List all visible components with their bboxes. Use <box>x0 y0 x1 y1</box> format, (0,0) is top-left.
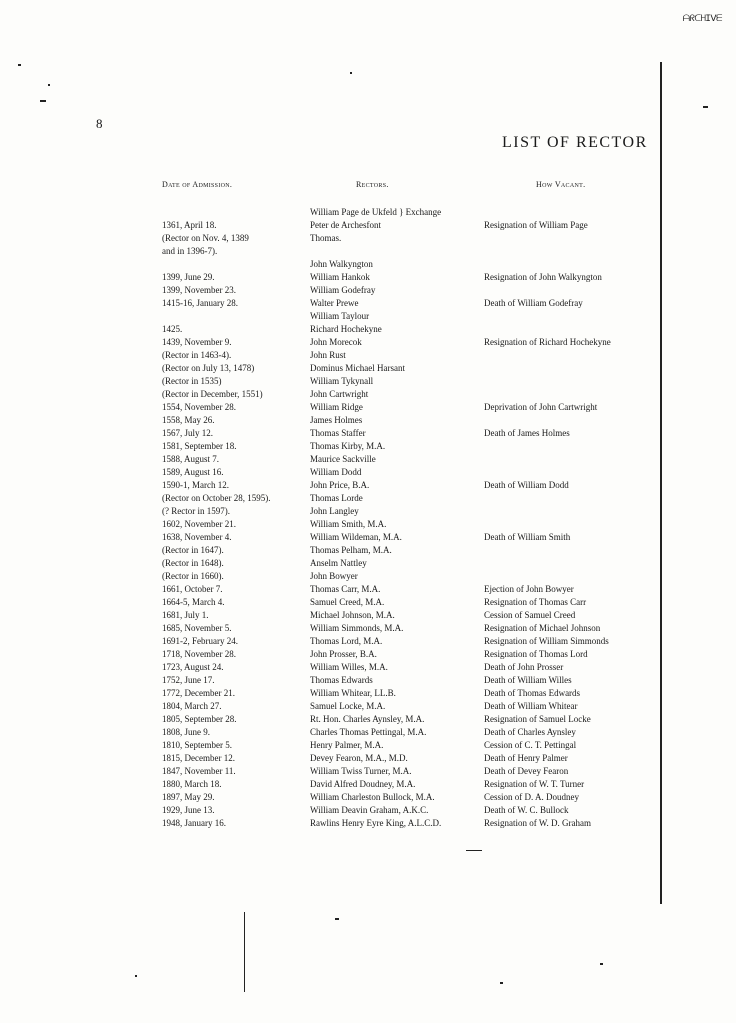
row-rector: William Deavin Graham, A.K.C. <box>310 805 429 815</box>
row-vacant: Resignation of Thomas Lord <box>484 649 588 659</box>
header-date: Date of Admission. <box>162 180 233 189</box>
row-date: 1804, March 27. <box>162 701 222 711</box>
row-vacant: Death of Charles Aynsley <box>484 727 576 737</box>
row-date: 1929, June 13. <box>162 805 215 815</box>
row-date: 1415-16, January 28. <box>162 298 238 308</box>
row-rector: William Page de Ukfeld } Exchange <box>310 207 442 217</box>
row-date: 1638, November 4. <box>162 532 232 542</box>
row-vacant: Death of Thomas Edwards <box>484 688 581 698</box>
row-rector: William Taylour <box>310 311 370 321</box>
row-vacant: Death of Henry Palmer <box>484 753 568 763</box>
row-date: 1772, December 21. <box>162 688 235 698</box>
row-rector: John Langley <box>310 506 359 516</box>
row-rector: Thomas Carr, M.A. <box>310 584 381 594</box>
scan-speck <box>350 72 352 74</box>
row-date: 1602, November 21. <box>162 519 236 529</box>
row-rector: William Tykynall <box>310 376 374 386</box>
row-rector: William Willes, M.A. <box>310 662 388 672</box>
row-date: (Rector in 1648). <box>162 558 224 568</box>
row-date: (Rector in 1535) <box>162 376 222 386</box>
row-rector: William Twiss Turner, M.A. <box>310 766 412 776</box>
row-rector: John Bowyer <box>310 571 358 581</box>
row-date: (Rector on October 28, 1595). <box>162 493 271 503</box>
row-rector: John Prosser, B.A. <box>310 649 377 659</box>
row-vacant: Cession of C. T. Pettingal <box>484 740 577 750</box>
row-rector: William Hankok <box>310 272 370 282</box>
row-date: (Rector on Nov. 4, 1389 <box>162 233 249 243</box>
row-rector: Thomas Lord, M.A. <box>310 636 383 646</box>
row-rector: William Godefray <box>310 285 376 295</box>
page-edge-rule <box>660 62 662 904</box>
row-date: 1567, July 12. <box>162 428 214 438</box>
scan-speck <box>40 100 46 102</box>
row-vacant: Resignation of W. D. Graham <box>484 818 591 828</box>
scan-line <box>244 912 245 992</box>
scan-speck <box>703 106 708 108</box>
row-date: 1808, June 9. <box>162 727 210 737</box>
row-rector: Dominus Michael Harsant <box>310 363 405 373</box>
row-vacant: Ejection of John Bowyer <box>484 584 574 594</box>
scan-speck <box>335 918 339 920</box>
row-date: (? Rector in 1597). <box>162 506 230 516</box>
row-vacant: Resignation of Samuel Locke <box>484 714 591 724</box>
row-rector: William Wildeman, M.A. <box>310 532 402 542</box>
row-rector: James Holmes <box>310 415 363 425</box>
row-date: (Rector in 1647). <box>162 545 224 555</box>
row-vacant: Death of W. C. Bullock <box>484 805 569 815</box>
row-rector: Thomas Pelham, M.A. <box>310 545 392 555</box>
row-date: 1718, November 28. <box>162 649 236 659</box>
row-rector: Richard Hochekyne <box>310 324 382 334</box>
row-rector: John Cartwright <box>310 389 369 399</box>
header-rector: Rectors. <box>356 180 389 189</box>
row-vacant: Resignation of Richard Hochekyne <box>484 337 611 347</box>
row-rector: William Charleston Bullock, M.A. <box>310 792 435 802</box>
row-rector: John Walkyngton <box>310 259 373 269</box>
row-rector: William Dodd <box>310 467 362 477</box>
row-vacant: Death of William Godefray <box>484 298 583 308</box>
row-date: 1897, May 29. <box>162 792 215 802</box>
row-vacant: Resignation of John Walkyngton <box>484 272 602 282</box>
row-vacant: Resignation of Michael Johnson <box>484 623 601 633</box>
row-rector: Thomas Staffer <box>310 428 366 438</box>
row-vacant: Cession of Samuel Creed <box>484 610 576 620</box>
scan-speck <box>18 64 21 66</box>
row-date: 1847, November 11. <box>162 766 236 776</box>
row-rector: John Price, B.A. <box>310 480 370 490</box>
row-vacant: Death of William Smith <box>484 532 571 542</box>
row-date: 1810, September 5. <box>162 740 232 750</box>
row-rector: John Rust <box>310 350 346 360</box>
row-date: 1661, October 7. <box>162 584 223 594</box>
row-rector: Thomas Edwards <box>310 675 373 685</box>
row-date: 1691-2, February 24. <box>162 636 238 646</box>
row-date: 1685, November 5. <box>162 623 232 633</box>
row-date: 1361, April 18. <box>162 220 217 230</box>
row-date: 1805, September 28. <box>162 714 237 724</box>
row-vacant: Death of William Whitear <box>484 701 578 711</box>
header-vacant: How Vacant. <box>536 180 586 189</box>
row-rector: Anselm Nattley <box>310 558 367 568</box>
archive-stamp: ᗩᖇᑕᕼIᐯᗴ <box>682 14 722 24</box>
row-rector: Maurice Sackville <box>310 454 376 464</box>
row-rector: Thomas Kirby, M.A. <box>310 441 386 451</box>
row-date: 1425. <box>162 324 183 334</box>
scan-speck <box>500 982 503 984</box>
row-rector: Devey Fearon, M.A., M.D. <box>310 753 408 763</box>
row-rector: John Morecok <box>310 337 362 347</box>
row-rector: Henry Palmer, M.A. <box>310 740 384 750</box>
row-rector: William Smith, M.A. <box>310 519 387 529</box>
row-rector: Rt. Hon. Charles Aynsley, M.A. <box>310 714 425 724</box>
row-date: 1664-5, March 4. <box>162 597 225 607</box>
row-rector: William Ridge <box>310 402 363 412</box>
row-vacant: Death of Devey Fearon <box>484 766 569 776</box>
row-vacant: Resignation of William Page <box>484 220 588 230</box>
row-date: (Rector in 1660). <box>162 571 224 581</box>
row-date: (Rector in 1463-4). <box>162 350 232 360</box>
row-vacant: Death of William Dodd <box>484 480 569 490</box>
page-title: LIST OF RECTOR <box>502 134 648 151</box>
row-date: 1948, January 16. <box>162 818 226 828</box>
row-vacant: Death of John Prosser <box>484 662 564 672</box>
row-rector: Charles Thomas Pettingal, M.A. <box>310 727 427 737</box>
row-vacant: Resignation of Thomas Carr <box>484 597 587 607</box>
row-date: and in 1396-7). <box>162 246 218 256</box>
row-rector: William Whitear, LL.B. <box>310 688 396 698</box>
scan-speck <box>135 975 137 977</box>
row-date: 1590-1, March 12. <box>162 480 229 490</box>
row-date: 1589, August 16. <box>162 467 224 477</box>
row-date: (Rector on July 13, 1478) <box>162 363 255 373</box>
row-date: 1723, August 24. <box>162 662 224 672</box>
scan-speck <box>600 963 603 965</box>
row-date: 1681, July 1. <box>162 610 209 620</box>
row-vacant: Deprivation of John Cartwright <box>484 402 598 412</box>
row-rector: Michael Johnson, M.A. <box>310 610 395 620</box>
row-date: 1588, August 7. <box>162 454 220 464</box>
row-rector: Samuel Creed, M.A. <box>310 597 385 607</box>
row-date: 1581, September 18. <box>162 441 237 451</box>
row-rector: Thomas. <box>310 233 342 243</box>
page-number: 8 <box>96 116 103 131</box>
row-rector: William Simmonds, M.A. <box>310 623 404 633</box>
row-date: 1752, June 17. <box>162 675 215 685</box>
row-vacant: Death of James Holmes <box>484 428 570 438</box>
row-date: 1399, November 23. <box>162 285 236 295</box>
row-date: 1815, December 12. <box>162 753 235 763</box>
row-vacant: Death of William Willes <box>484 675 572 685</box>
row-date: (Rector in December, 1551) <box>162 389 263 399</box>
row-vacant: Resignation of William Simmonds <box>484 636 609 646</box>
row-vacant: Cession of D. A. Doudney <box>484 792 579 802</box>
scan-speck <box>48 84 50 86</box>
row-rector: Samuel Locke, M.A. <box>310 701 386 711</box>
row-rector: Thomas Lorde <box>310 493 363 503</box>
row-date: 1880, March 18. <box>162 779 222 789</box>
scan-speck <box>466 850 482 851</box>
row-rector: Rawlins Henry Eyre King, A.L.C.D. <box>310 818 442 828</box>
row-rector: Peter de Archesfont <box>310 220 381 230</box>
row-date: 1554, November 28. <box>162 402 236 412</box>
row-vacant: Resignation of W. T. Turner <box>484 779 585 789</box>
row-rector: David Alfred Doudney, M.A. <box>310 779 416 789</box>
row-rector: Walter Prewe <box>310 298 359 308</box>
row-date: 1399, June 29. <box>162 272 215 282</box>
row-date: 1439, November 9. <box>162 337 232 347</box>
row-date: 1558, May 26. <box>162 415 215 425</box>
